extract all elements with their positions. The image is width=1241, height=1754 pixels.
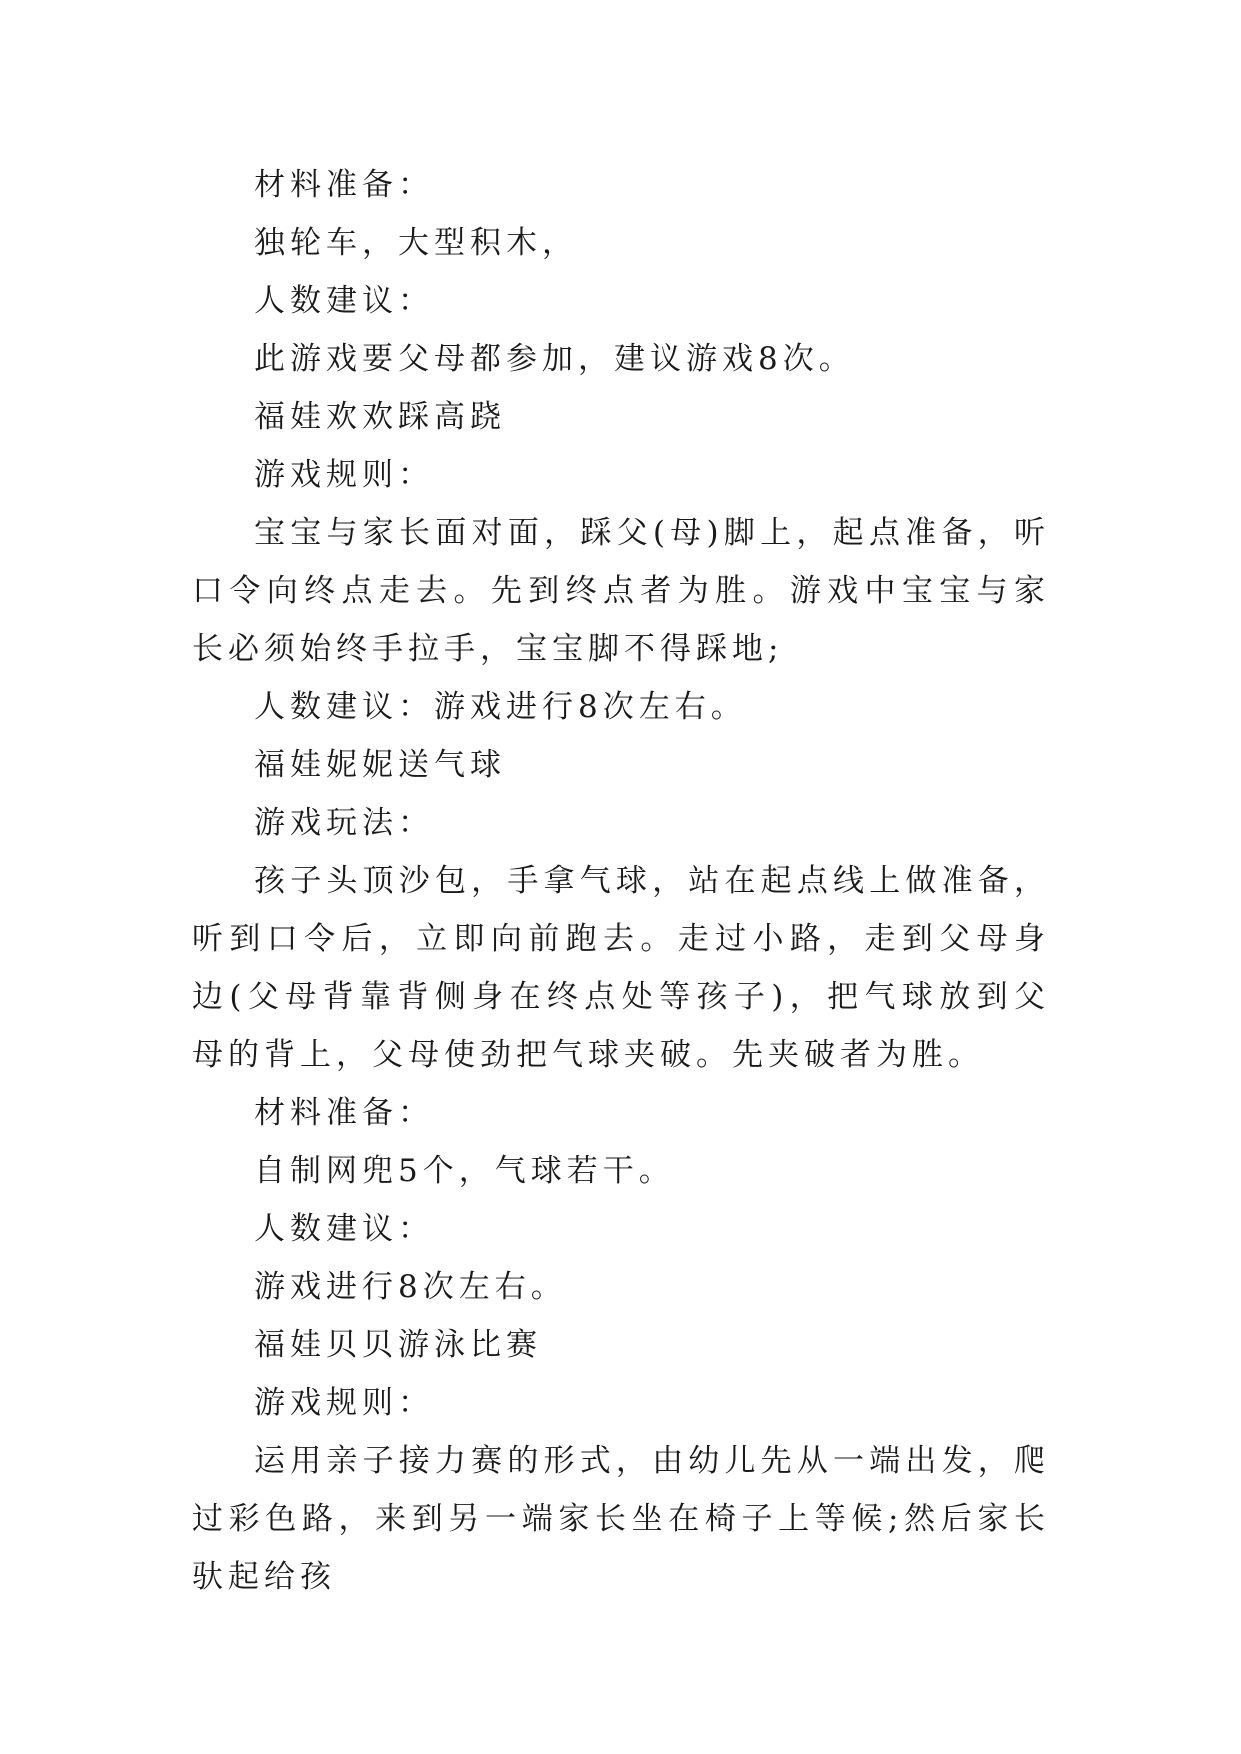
game-title-huanhuan: 福娃欢欢踩高跷 [254,399,506,435]
paragraph-howto-text: 孩子头顶沙包，手拿气球，站在起点线上做准备，听到口令后，立即向前跑去。走过小路，走到父母身边(父母背靠背侧身在终点处等孩子)，把气球放到父母的背上，父母使劲把气球夹破。先夹破者为胜。 [192,863,1050,1073]
paragraph-rules-heading: 游戏规则： [254,457,434,493]
paragraph-rules-text: 运用亲子接力赛的形式，由幼儿先从一端出发，爬过彩色路，来到另一端家长坐在椅子上等候;然后家长驮起给孩 [192,1443,1050,1595]
paragraph-players-heading: 人数建议： [254,283,434,319]
paragraph-materials-heading: 材料准备： [254,167,434,203]
document-body [192,156,1050,1606]
paragraph-materials-list: 独轮车，大型积木， [254,225,578,261]
paragraph-players-text: 人数建议：游戏进行8次左右。 [254,689,747,725]
paragraph-players-text: 此游戏要父母都参加，建议游戏8次。 [254,341,855,377]
game-title-nini: 福娃妮妮送气球 [254,747,506,783]
paragraph-materials-heading: 材料准备： [254,1095,434,1131]
paragraph-howto-heading: 游戏玩法： [254,805,434,841]
paragraph-players-heading: 人数建议： [254,1211,434,1247]
game-title-beibei: 福娃贝贝游泳比赛 [254,1327,542,1363]
paragraph-rules-text: 宝宝与家长面对面，踩父(母)脚上，起点准备，听口令向终点走去。先到终点者为胜。游戏中宝宝与家长必须始终手拉手，宝宝脚不得踩地; [192,515,1050,667]
paragraph-rules-heading: 游戏规则： [254,1385,434,1421]
paragraph-materials-list: 自制网兜5个，气球若干。 [254,1153,675,1189]
paragraph-players-text: 游戏进行8次左右。 [254,1269,567,1305]
